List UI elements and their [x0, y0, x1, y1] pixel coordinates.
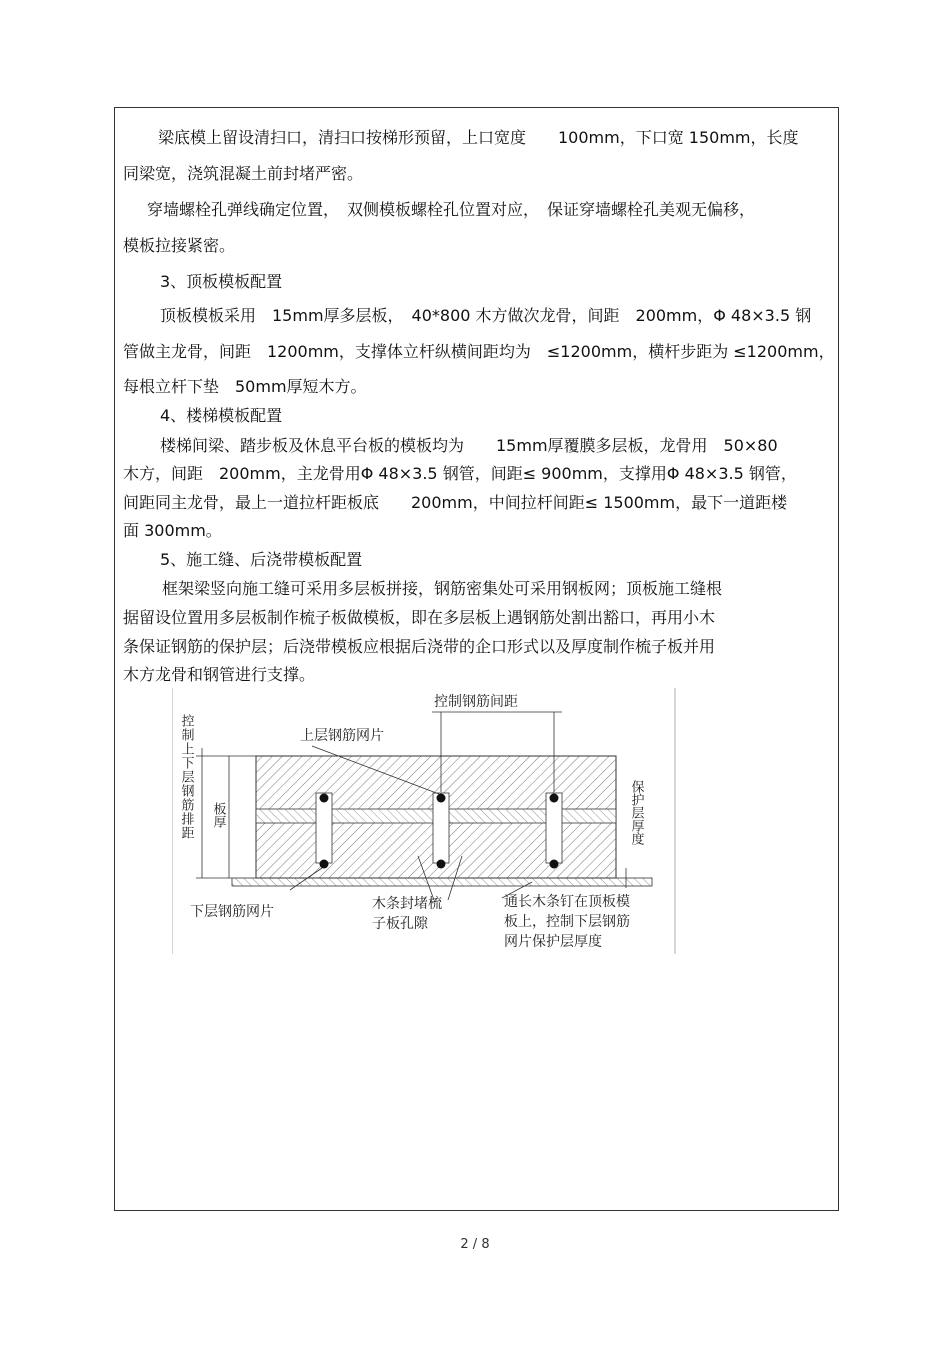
- text-line: 条保证钢筋的保护层；后浇带模板应根据后浇带的企口形式以及厚度制作梳子板并用: [123, 637, 716, 656]
- label-wood-seal-2: 子板孔隙: [372, 916, 428, 932]
- label-nail-1: 通长木条钉在顶板模: [504, 894, 630, 910]
- label-cover-thickness: 保护层厚度: [628, 780, 644, 845]
- text-line: 木方，间距 200mm，主龙骨用Φ 48×3.5 钢管，间距≤ 900mm，支撑用Φ 48×3.5 钢管，: [123, 464, 797, 483]
- text-line: 梁底模上留设清扫口，清扫口按梯形预留，上口宽度 100mm，下口宽 150mm，长度: [158, 128, 799, 147]
- text-line: 框架梁竖向施工缝可采用多层板拼接，钢筋密集处可采用钢板网；顶板施工缝根: [162, 579, 723, 598]
- construction-joint-diagram: [172, 688, 676, 954]
- label-control-spacing: 控制钢筋间距: [434, 694, 518, 710]
- text-line: 管做主龙骨，间距 1200mm，支撑体立杆纵横间距均为 ≤1200mm，横杆步距为 ≤1200mm，: [123, 342, 835, 361]
- text-line: 据留设位置用多层板制作梳子板做模板，即在多层板上遇钢筋处割出豁口，再用小木: [123, 608, 716, 627]
- label-lower-mesh: 下层钢筋网片: [190, 904, 274, 920]
- text-line: 木方龙骨和钢管进行支撑。: [123, 665, 316, 684]
- label-slab-thickness: 板厚: [210, 802, 226, 828]
- label-nail-3: 网片保护层厚度: [504, 934, 602, 950]
- label-control-row-spacing: 控制上下层钢筋排距: [178, 714, 194, 840]
- section-heading: 4、楼梯模板配置: [160, 406, 283, 425]
- text-line: 顶板模板采用 15mm厚多层板， 40*800 木方做次龙骨，间距 200mm，Φ 48×3.5 钢: [160, 306, 812, 325]
- text-line: 穿墙螺栓孔弹线确定位置， 双侧模板螺栓孔位置对应， 保证穿墙螺栓孔美观无偏移，: [131, 200, 756, 219]
- text-line: 楼梯间梁、踏步板及休息平台板的模板均为 15mm厚覆膜多层板，龙骨用 50×80: [160, 436, 778, 455]
- text-line: 面 300mm。: [123, 521, 222, 540]
- text-line: 同梁宽，浇筑混凝土前封堵严密。: [123, 164, 364, 183]
- text-line: 间距同主龙骨，最上一道拉杆距板底 200mm，中间拉杆间距≤ 1500mm，最下一道距楼: [123, 493, 788, 512]
- label-nail-2: 板上，控制下层钢筋: [504, 914, 630, 930]
- label-upper-mesh: 上层钢筋网片: [300, 728, 384, 744]
- section-heading: 5、施工缝、后浇带模板配置: [160, 550, 363, 569]
- section-heading: 3、顶板模板配置: [160, 272, 283, 291]
- text-line: 每根立杆下垫 50mm厚短木方。: [123, 377, 367, 396]
- page-number: 2 / 8: [460, 1237, 490, 1252]
- text-line: 模板拉接紧密。: [123, 236, 236, 255]
- label-wood-seal-1: 木条封堵梳: [372, 896, 442, 912]
